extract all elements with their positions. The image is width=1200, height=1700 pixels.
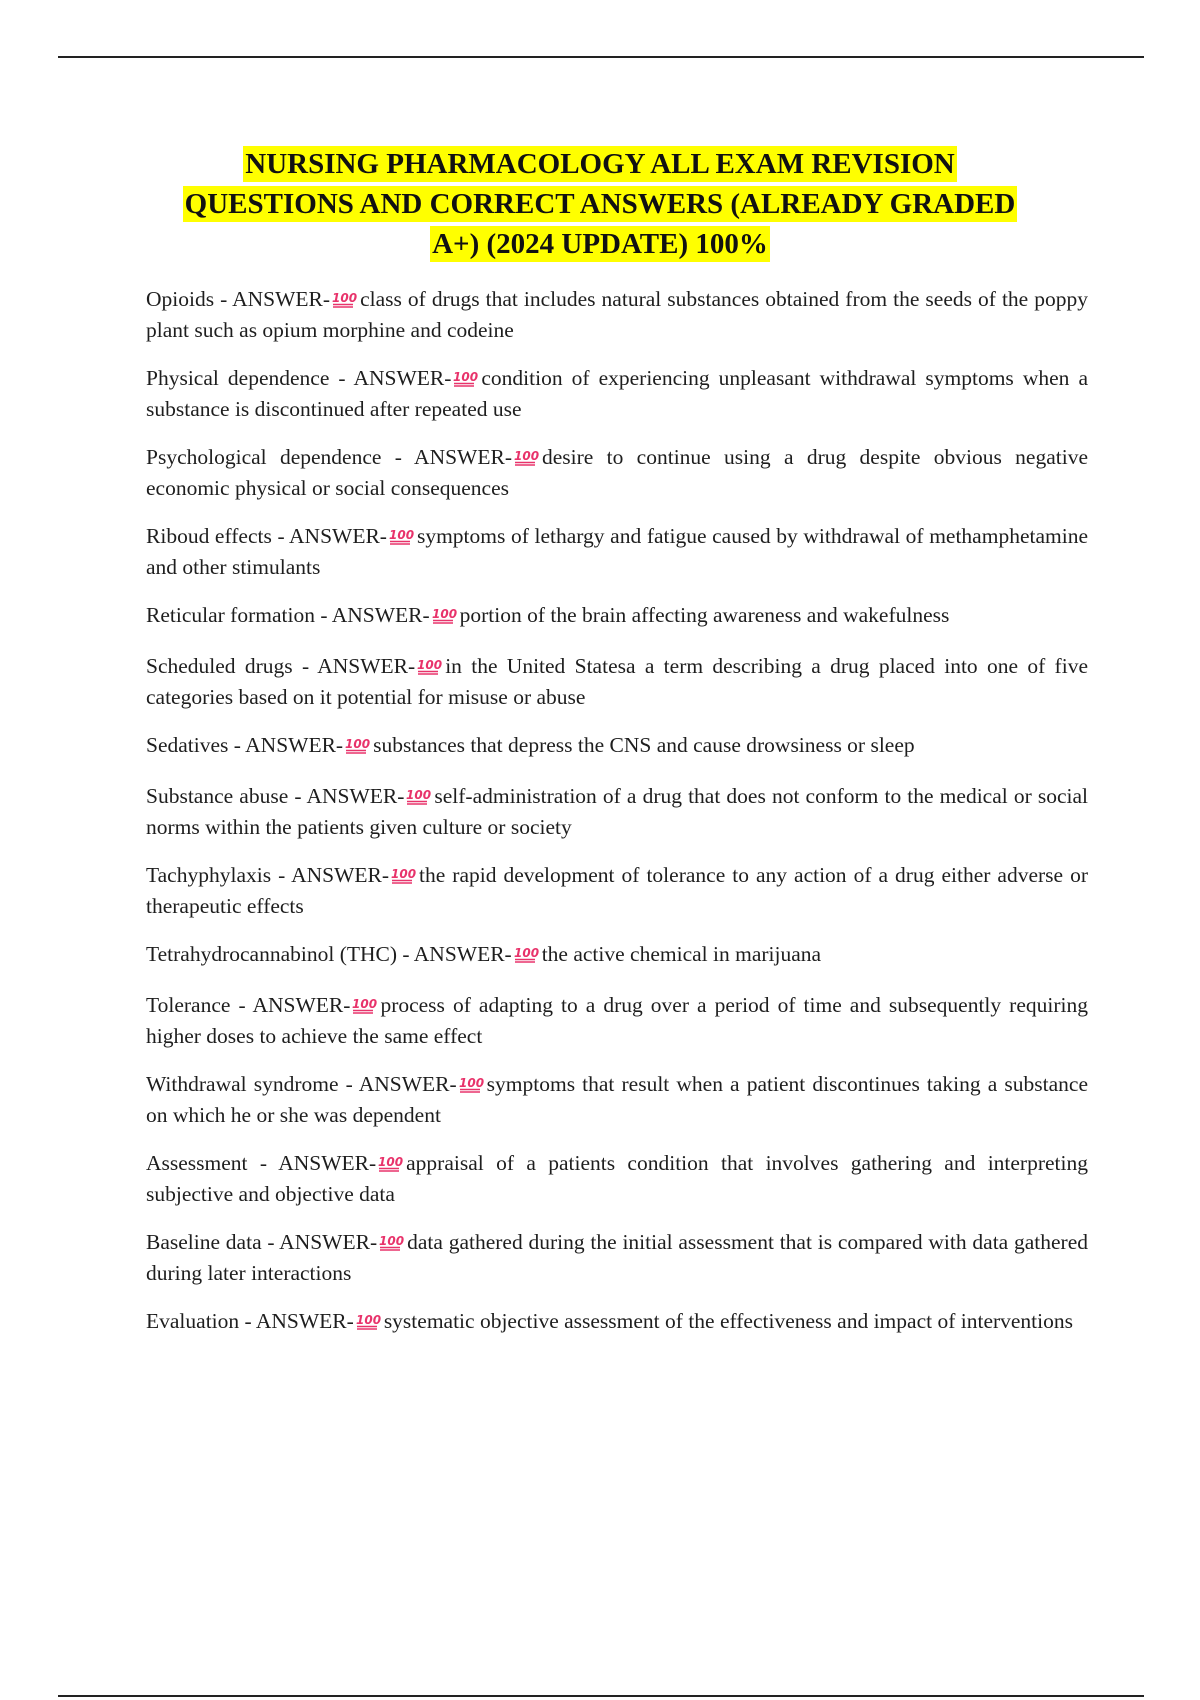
answer-marker: ANSWER-: [306, 784, 405, 808]
qa-entry: Tachyphylaxis - ANSWER- 100 the rapid development of tolerance to any action of a drug either adverse or therapeutic effects: [146, 863, 1088, 918]
hundred-points-icon: [379, 1233, 405, 1251]
entry-term: Substance abuse: [146, 784, 289, 808]
entry-definition: appraisal of a patients condition that involves gathering and interpreting subjective and objective data: [146, 1151, 1088, 1206]
title-line-1: NURSING PHARMACOLOGY ALL EXAM REVISION: [245, 148, 955, 180]
qa-entry: Riboud effects - ANSWER- 100 symptoms of lethargy and fatigue caused by withdrawal of methamphetamine and other stimulants: [146, 524, 1088, 579]
qa-entry: Tetrahydrocannabinol (THC) - ANSWER- 100 the active chemical in marijuana: [146, 942, 822, 966]
svg-text:100: 100: [345, 737, 371, 751]
hundred-points-icon: [352, 996, 378, 1014]
answer-marker: ANSWER-: [232, 287, 331, 311]
qa-entry: Baseline data - ANSWER- 100 data gathered during the initial assessment that is compared with data gathered during later interactions: [146, 1230, 1088, 1285]
title-line-2: QUESTIONS AND CORRECT ANSWERS (ALREADY GRADED: [184, 188, 1016, 220]
entry-term: Opioids: [146, 287, 215, 311]
document-title: [100, 144, 1100, 264]
entry-term: Sedatives: [146, 733, 229, 757]
entry-term: Assessment: [146, 1151, 248, 1175]
qa-entry: Tolerance - ANSWER- 100 process of adapting to a drug over a period of time and subsequently requiring higher doses to achieve the same effect: [146, 993, 1088, 1048]
hundred-points-icon: [355, 1312, 381, 1330]
svg-text:100: 100: [378, 1155, 404, 1169]
entry-term: Tolerance: [146, 993, 231, 1017]
answer-marker: ANSWER-: [353, 366, 452, 390]
qa-entry: Assessment - ANSWER- 100 appraisal of a patients condition that involves gathering and interpreting subjective and objective data: [146, 1151, 1088, 1206]
entry-definition: self-administration of a drug that does not conform to the medical or social norms within the patients given culture or society: [146, 784, 1088, 839]
qa-entry: Reticular formation - ANSWER- 100 portion of the brain affecting awareness and wakefulness: [146, 603, 950, 627]
entry-term: Scheduled drugs: [146, 654, 293, 678]
entry-term: Tetrahydrocannabinol (THC): [146, 942, 398, 966]
answer-marker: ANSWER-: [279, 1230, 378, 1254]
entry-definition: class of drugs that includes natural substances obtained from the seeds of the poppy plant such as opium morphine and codeine: [146, 287, 1088, 342]
qa-entry: Withdrawal syndrome - ANSWER- 100 symptoms that result when a patient discontinues taking a substance on which he or she was dependent: [146, 1072, 1088, 1127]
hundred-points-icon: [406, 787, 432, 805]
svg-text:100: 100: [417, 658, 443, 672]
svg-text:100: 100: [388, 528, 415, 542]
svg-text:100: 100: [379, 1234, 405, 1248]
svg-text:100: 100: [453, 370, 479, 384]
svg-text:100: 100: [355, 1313, 381, 1327]
svg-text:100: 100: [406, 788, 432, 802]
entry-definition: the rapid development of tolerance to any action of a drug either adverse or therapeutic effects: [146, 863, 1088, 918]
qa-entry: Physical dependence - ANSWER- 100 condition of experiencing unpleasant withdrawal symptoms when a substance is discontinued after repeated use: [146, 366, 1088, 421]
entry-definition: systematic objective assessment of the effectiveness and impact of interventions: [383, 1309, 1073, 1333]
top-rule: [58, 56, 1144, 58]
answer-marker: ANSWER-: [252, 993, 351, 1017]
hundred-points-icon: [458, 1075, 484, 1093]
svg-text:100: 100: [513, 946, 539, 960]
entry-definition: portion of the brain affecting awareness and wakefulness: [459, 603, 950, 627]
answer-marker: ANSWER-: [358, 1072, 457, 1096]
answer-marker: ANSWER-: [255, 1309, 354, 1333]
hundred-points-icon: [391, 866, 417, 884]
entry-definition: desire to continue using a drug despite obvious negative economic physical or social consequences: [146, 445, 1089, 500]
hundred-points-icon: [345, 736, 371, 754]
qa-entry: Scheduled drugs - ANSWER- 100 in the United Statesa a term describing a drug placed into one of five categories based on it potential for misuse or abuse: [146, 654, 1088, 709]
hundred-points-icon: [453, 369, 479, 387]
entry-term: Physical dependence: [146, 366, 330, 390]
entry-term: Baseline data: [146, 1230, 262, 1254]
answer-marker: ANSWER-: [413, 942, 512, 966]
title-line-3: A+) (2024 UPDATE) 100%: [432, 228, 768, 260]
answer-marker: ANSWER-: [414, 445, 512, 469]
svg-text:100: 100: [332, 291, 358, 305]
hundred-points-icon: [378, 1154, 404, 1172]
hundred-points-icon: [417, 657, 443, 675]
entry-definition: condition of experiencing unpleasant withdrawal symptoms when a substance is discontinued after repeated use: [146, 366, 1088, 421]
entry-term: Evaluation: [146, 1309, 240, 1333]
entry-definition: the active chemical in marijuana: [541, 942, 822, 966]
answer-marker: ANSWER-: [317, 654, 416, 678]
svg-text:100: 100: [352, 997, 378, 1011]
qa-entry: Psychological dependence - ANSWER- 100 desire to continue using a drug despite obvious negative economic physical or social consequences: [146, 445, 1089, 500]
hundred-points-icon: [332, 290, 358, 308]
hundred-points-icon: [513, 945, 539, 963]
qa-list: [146, 284, 1088, 1354]
hundred-points-icon: [388, 527, 415, 545]
hundred-points-icon: [431, 606, 457, 624]
answer-marker: ANSWER-: [245, 733, 344, 757]
answer-marker: ANSWER-: [289, 524, 387, 548]
bottom-rule: [58, 1695, 1144, 1697]
entry-definition: symptoms of lethargy and fatigue caused by withdrawal of methamphetamine and other stimulants: [146, 524, 1088, 579]
qa-entry: Opioids - ANSWER- 100 class of drugs that includes natural substances obtained from the seeds of the poppy plant such as opium morphine and codeine: [146, 287, 1088, 342]
entry-definition: data gathered during the initial assessment that is compared with data gathered during later interactions: [146, 1230, 1088, 1285]
qa-entry: Sedatives - ANSWER- 100 substances that depress the CNS and cause drowsiness or sleep: [146, 733, 915, 757]
entry-definition: in the United Statesa a term describing a drug placed into one of five categories based on it potential for misuse or abuse: [146, 654, 1088, 709]
entry-definition: process of adapting to a drug over a period of time and subsequently requiring higher doses to achieve the same effect: [146, 993, 1088, 1048]
answer-marker: ANSWER-: [278, 1151, 377, 1175]
svg-text:100: 100: [458, 1076, 484, 1090]
entry-definition: symptoms that result when a patient discontinues taking a substance on which he or she was dependent: [146, 1072, 1088, 1127]
svg-text:100: 100: [391, 867, 417, 881]
svg-text:100: 100: [431, 607, 457, 621]
answer-marker: ANSWER-: [331, 603, 430, 627]
entry-term: Withdrawal syndrome: [146, 1072, 339, 1096]
entry-definition: substances that depress the CNS and cause drowsiness or sleep: [373, 733, 915, 757]
entry-term: Psychological dependence: [146, 445, 382, 469]
hundred-points-icon: [513, 448, 540, 466]
entry-term: Reticular formation: [146, 603, 315, 627]
entry-term: Riboud effects: [146, 524, 272, 548]
qa-entry: Evaluation - ANSWER- 100 systematic objective assessment of the effectiveness and impact of interventions: [146, 1309, 1073, 1333]
answer-marker: ANSWER-: [291, 863, 390, 887]
entry-term: Tachyphylaxis: [146, 863, 272, 887]
qa-entry: Substance abuse - ANSWER- 100 self-administration of a drug that does not conform to the medical or social norms within the patients given culture or society: [146, 784, 1088, 839]
svg-text:100: 100: [513, 449, 540, 463]
